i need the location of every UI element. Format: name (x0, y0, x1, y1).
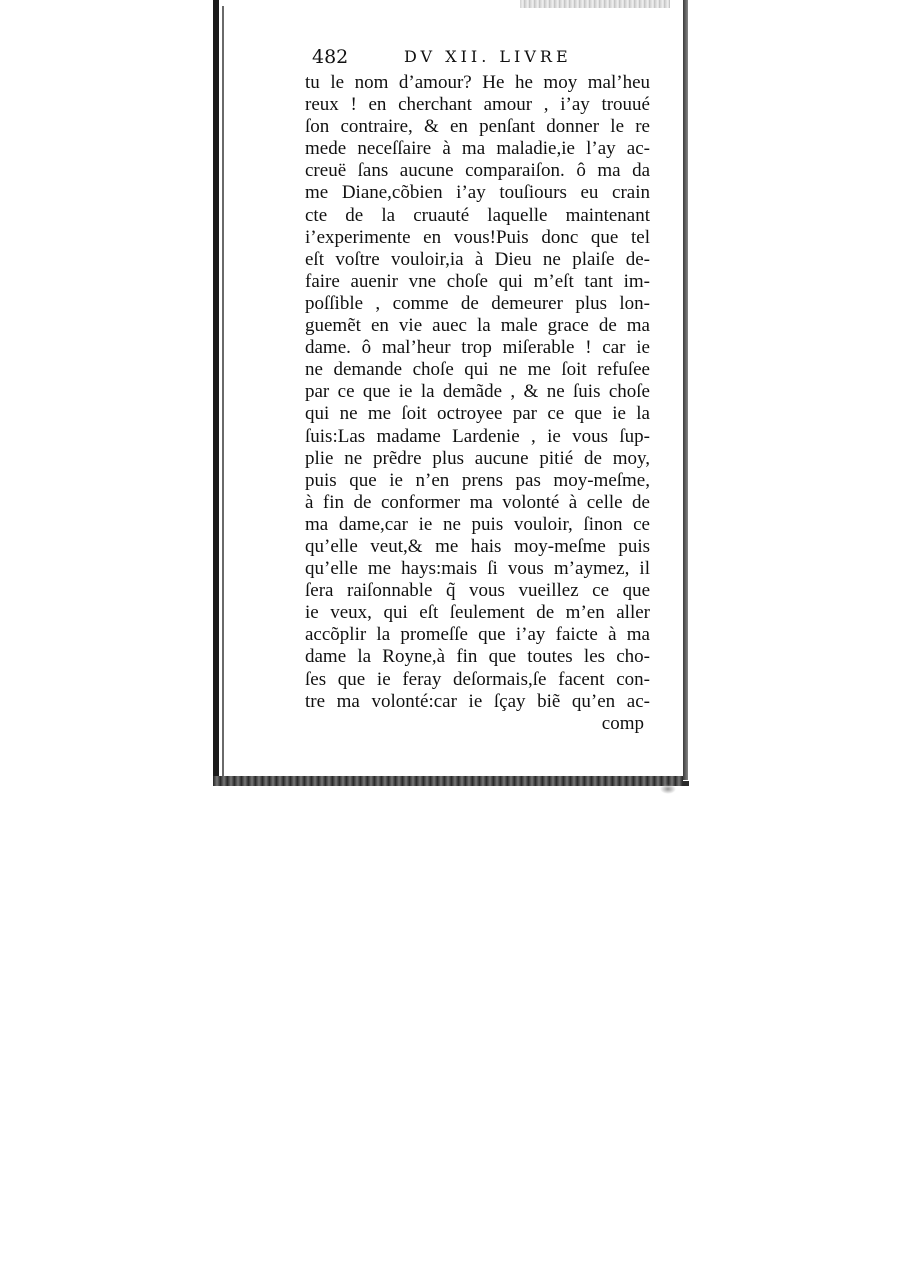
body-text (305, 72, 650, 735)
page-top-edge (520, 0, 670, 8)
text-line: plie ne prẽdre plus aucune pitié de moy, (305, 447, 650, 469)
text-line: ſes que ie feray deſormais,ſe facent con- (305, 668, 650, 690)
text-line: guemẽt en vie auec la male grace de ma (305, 315, 650, 337)
text-line: faire auenir vne choſe qui m’eſt tant im- (305, 270, 650, 292)
text-line: ie veux, qui eſt ſeulement de m’en aller (305, 602, 650, 624)
page-bottom-edge (213, 776, 683, 786)
text-line: dame la Royne,à fin que toutes les cho- (305, 646, 650, 668)
page-right-edge (683, 0, 688, 780)
text-line: à fin de conformer ma volonté à celle de (305, 491, 650, 513)
text-line: eſt voſtre vouloir,ia à Dieu ne plaiſe de- (305, 248, 650, 270)
text-line: qui ne me ſoit octroyee par ce que ie la (305, 403, 650, 425)
page-number: 482 (312, 46, 349, 68)
catchword: comp (601, 712, 644, 734)
text-line: ſera raiſonnable q̃ vous vueillez ce que (305, 580, 650, 602)
text-line: reux ! en cherchant amour , i’ay trouué (305, 94, 650, 116)
text-line: i’experimente en vous!Puis donc que tel (305, 226, 650, 248)
text-line: cte de la cruauté laquelle maintenant (305, 204, 650, 226)
text-line: qu’elle me hays:mais ſi vous m’aymez, il (305, 558, 650, 580)
text-line: tu le nom d’amour? He he moy mal’heu (305, 72, 650, 93)
text-line: ſon contraire, & en penſant donner le re (305, 116, 650, 138)
text-line: me Diane,cõbien i’ay touſiours eu crain (305, 182, 650, 204)
scan-speck (660, 784, 676, 794)
text-line: accõplir la promeſſe que i’ay faicte à ma (305, 624, 650, 646)
running-head: DV XII. LIVRE (404, 47, 572, 66)
text-line: ſuis:Las madame Lardenie , ie vous ſup- (305, 425, 650, 447)
page-header (312, 44, 642, 72)
text-line: puis que ie n’en prens pas moy-meſme, (305, 469, 650, 491)
text-line: dame. ô mal’heur trop miſerable ! car ie (305, 337, 650, 359)
text-line: creuë ſans aucune comparaiſon. ô ma da (305, 160, 650, 182)
text-line: ma dame,car ie ne puis vouloir, ſinon ce (305, 513, 650, 535)
page-gutter-edge (222, 6, 224, 776)
text-line: mede neceſſaire à ma maladie,ie l’ay ac- (305, 138, 650, 160)
text-line: par ce que ie la demãde , & ne ſuis choſe (305, 381, 650, 403)
text-line: tre ma volonté:car ie ſçay biẽ qu’en ac- (305, 690, 650, 712)
text-line: poſſible , comme de demeurer plus lon- (305, 292, 650, 314)
text-line: ne demande choſe qui ne me ſoit refuſee (305, 359, 650, 381)
text-line: qu’elle veut,& me hais moy-meſme puis (305, 535, 650, 557)
